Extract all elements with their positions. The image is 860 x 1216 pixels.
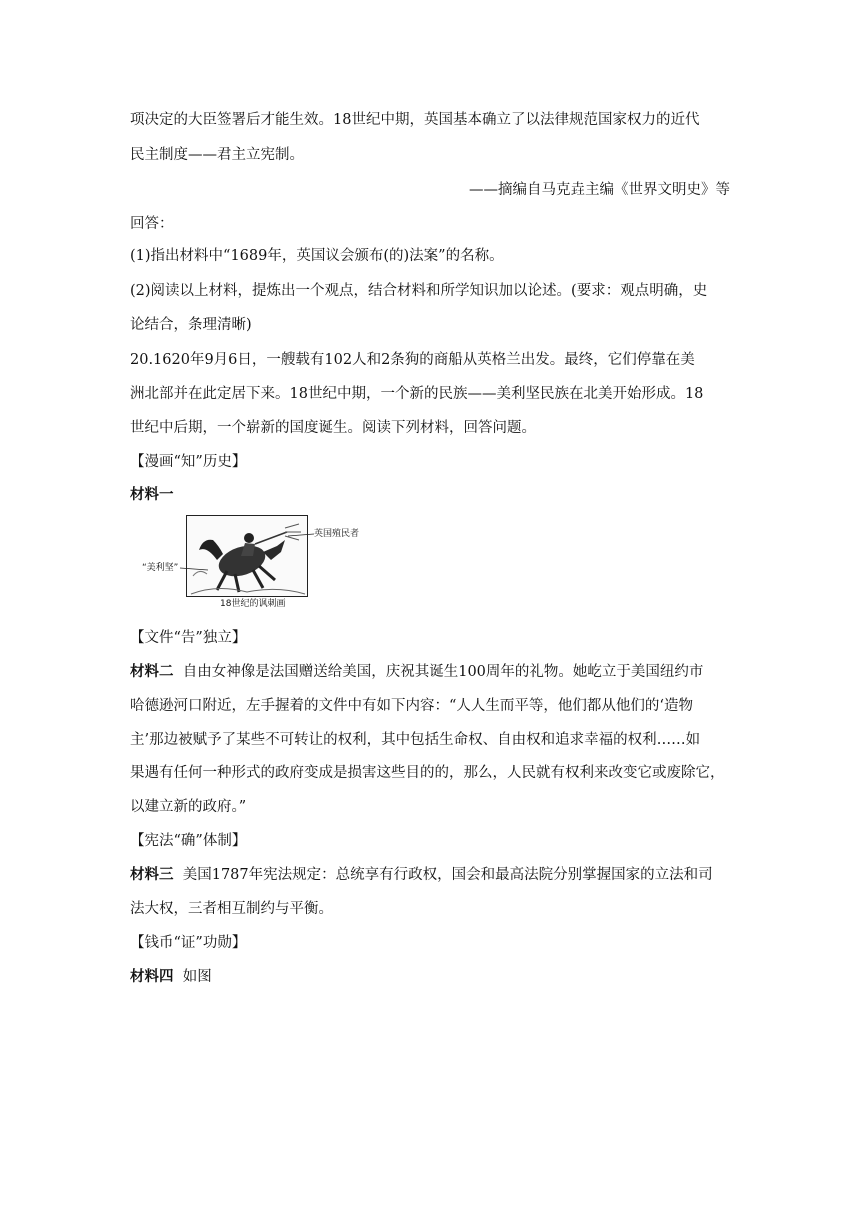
material-3-line <box>130 865 730 885</box>
satirical-cartoon-figure <box>138 512 366 612</box>
material-2-line: 以建立新的政府。” <box>130 799 247 815</box>
label-british-colonist: 英国殖民者 <box>314 529 360 539</box>
section-heading-constitution: 【宪法“确”体制】 <box>130 833 247 849</box>
material-4-text: 如图 <box>182 969 212 985</box>
material-2-line: 主’那边被赋予了某些不可转让的权利，其中包括生命权、自由权和追求幸福的权利……如 <box>130 732 701 748</box>
figure-caption: 18世纪的讽刺画 <box>220 599 286 609</box>
label-america: “美利坚” <box>142 563 179 573</box>
material-2-label: 材料二 <box>130 663 174 680</box>
answer-prompt: 回答： <box>130 216 174 232</box>
q20-intro: 世纪中后期，一个崭新的国度诞生。阅读下列材料，回答问题。 <box>130 420 536 436</box>
section-heading-cartoon: 【漫画“知”历史】 <box>130 454 247 470</box>
question-1: (1)指出材料中“1689年，英国议会颁布(的)法案”的名称。 <box>130 248 504 264</box>
passage-line: 民主制度——君主立宪制。 <box>130 147 304 163</box>
material-3-label: 材料三 <box>130 866 174 883</box>
material-2-line <box>130 662 730 682</box>
material-1-label: 材料一 <box>130 486 174 503</box>
material-2-text: 自由女神像是法国赠送给美国，庆祝其诞生100周年的礼物。她屹立于美国纽约市 <box>182 664 704 680</box>
passage-line: 项决定的大臣签署后才能生效。18世纪中期，英国基本确立了以法律规范国家权力的近代 <box>130 112 700 128</box>
material-3-text: 美国1787年宪法规定：总统享有行政权，国会和最高法院分别掌握国家的立法和司 <box>182 867 713 883</box>
material-4-label: 材料四 <box>130 968 174 985</box>
section-heading-currency: 【钱币“证”功勋】 <box>130 935 247 951</box>
section-heading-document: 【文件“告”独立】 <box>130 630 247 646</box>
q20-intro: 20.1620年9月6日，一艘载有102人和2条狗的商船从英格兰出发。最终，它们停靠在美 <box>130 352 695 368</box>
callout-lines <box>138 512 366 612</box>
material-2-line: 果遇有任何一种形式的政府变成是损害这些目的的，那么，人民就有权利来改变它或废除它， <box>130 765 725 781</box>
question-2: (2)阅读以上材料，提炼出一个观点，结合材料和所学知识加以论述。(要求：观点明确，史 <box>130 283 708 299</box>
material-2-line: 哈德逊河口附近，左手握着的文件中有如下内容：“人人生而平等，他们都从他们的‘造物 <box>130 698 694 714</box>
question-2-cont: 论结合，条理清晰) <box>130 317 252 333</box>
material-3-line: 法大权，三者相互制约与平衡。 <box>130 901 333 917</box>
q20-intro: 洲北部并在此定居下来。18世纪中期，一个新的民族——美利坚民族在北美开始形成。18 <box>130 386 704 402</box>
passage-source: ——摘编自马克垚主编《世界文明史》等 <box>469 182 730 198</box>
material-4-line <box>130 967 730 987</box>
